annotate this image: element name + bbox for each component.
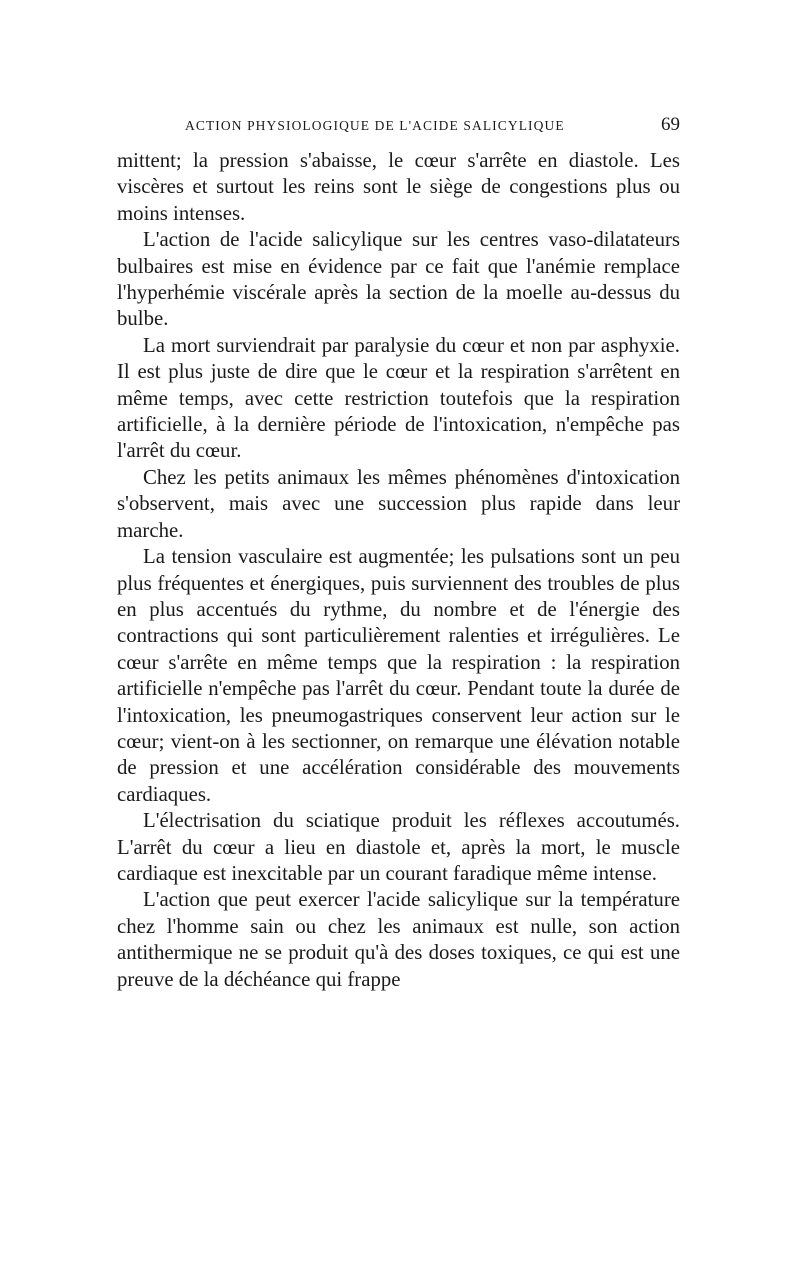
paragraph: L'action que peut exercer l'acide salicylique sur la température chez l'homme sain ou chez les animaux est nulle, son action antithermique ne se produit qu'à des doses toxiques, ce qui est une preuve de la déchéance qui frappe [117, 888, 680, 991]
paragraph-continued: mittent; la pression s'abaisse, le cœur s'arrête en diastole. Les viscères et surtout les reins sont le siège de congestions plus ou moins intenses. [117, 149, 680, 225]
body-text [117, 148, 680, 993]
running-header [117, 113, 680, 139]
paragraph: La tension vasculaire est augmentée; les pulsations sont un peu plus fréquentes et énergiques, puis surviennent des troubles de plus en plus accentués du rythme, du nombre et de l'énergie des contractions qui sont particulièrement ralenties et irrégulières. Le cœur s'arrête en même temps que la respiration : la respiration artificielle n'empêche pas l'arrêt du cœur. Pendant toute la durée de l'intoxication, les pneumogastriques conservent leur action sur le cœur; vient-on à les sectionner, on remarque une élévation notable de pression et une accélération considérable des mouvements cardiaques. [117, 545, 680, 806]
paragraph: Chez les petits animaux les mêmes phénomènes d'intoxication s'observent, mais avec une succession plus rapide dans leur marche. [117, 465, 680, 542]
paragraph: L'électrisation du sciatique produit les réflexes accoutumés. L'arrêt du cœur a lieu en diastole et, après la mort, le muscle cardiaque est inexcitable par un courant faradique même intense. [117, 809, 680, 885]
running-title: ACTION PHYSIOLOGIQUE DE L'ACIDE SALICYLIQUE [185, 118, 565, 133]
paragraph: La mort surviendrait par paralysie du cœur et non par asphyxie. Il est plus juste de dire que le cœur et la respiration s'arrêtent en même temps, avec cette restriction toutefois que la respiration artificielle, à la dernière période de l'intoxication, n'empêche pas l'arrêt du cœur. [117, 333, 680, 463]
paragraph: L'action de l'acide salicylique sur les centres vaso-dilatateurs bulbaires est mise en évidence par ce fait que l'anémie remplace l'hyperhémie viscérale après la section de la moelle au-dessus du bulbe. [117, 228, 680, 331]
page-number: 69 [661, 114, 680, 135]
